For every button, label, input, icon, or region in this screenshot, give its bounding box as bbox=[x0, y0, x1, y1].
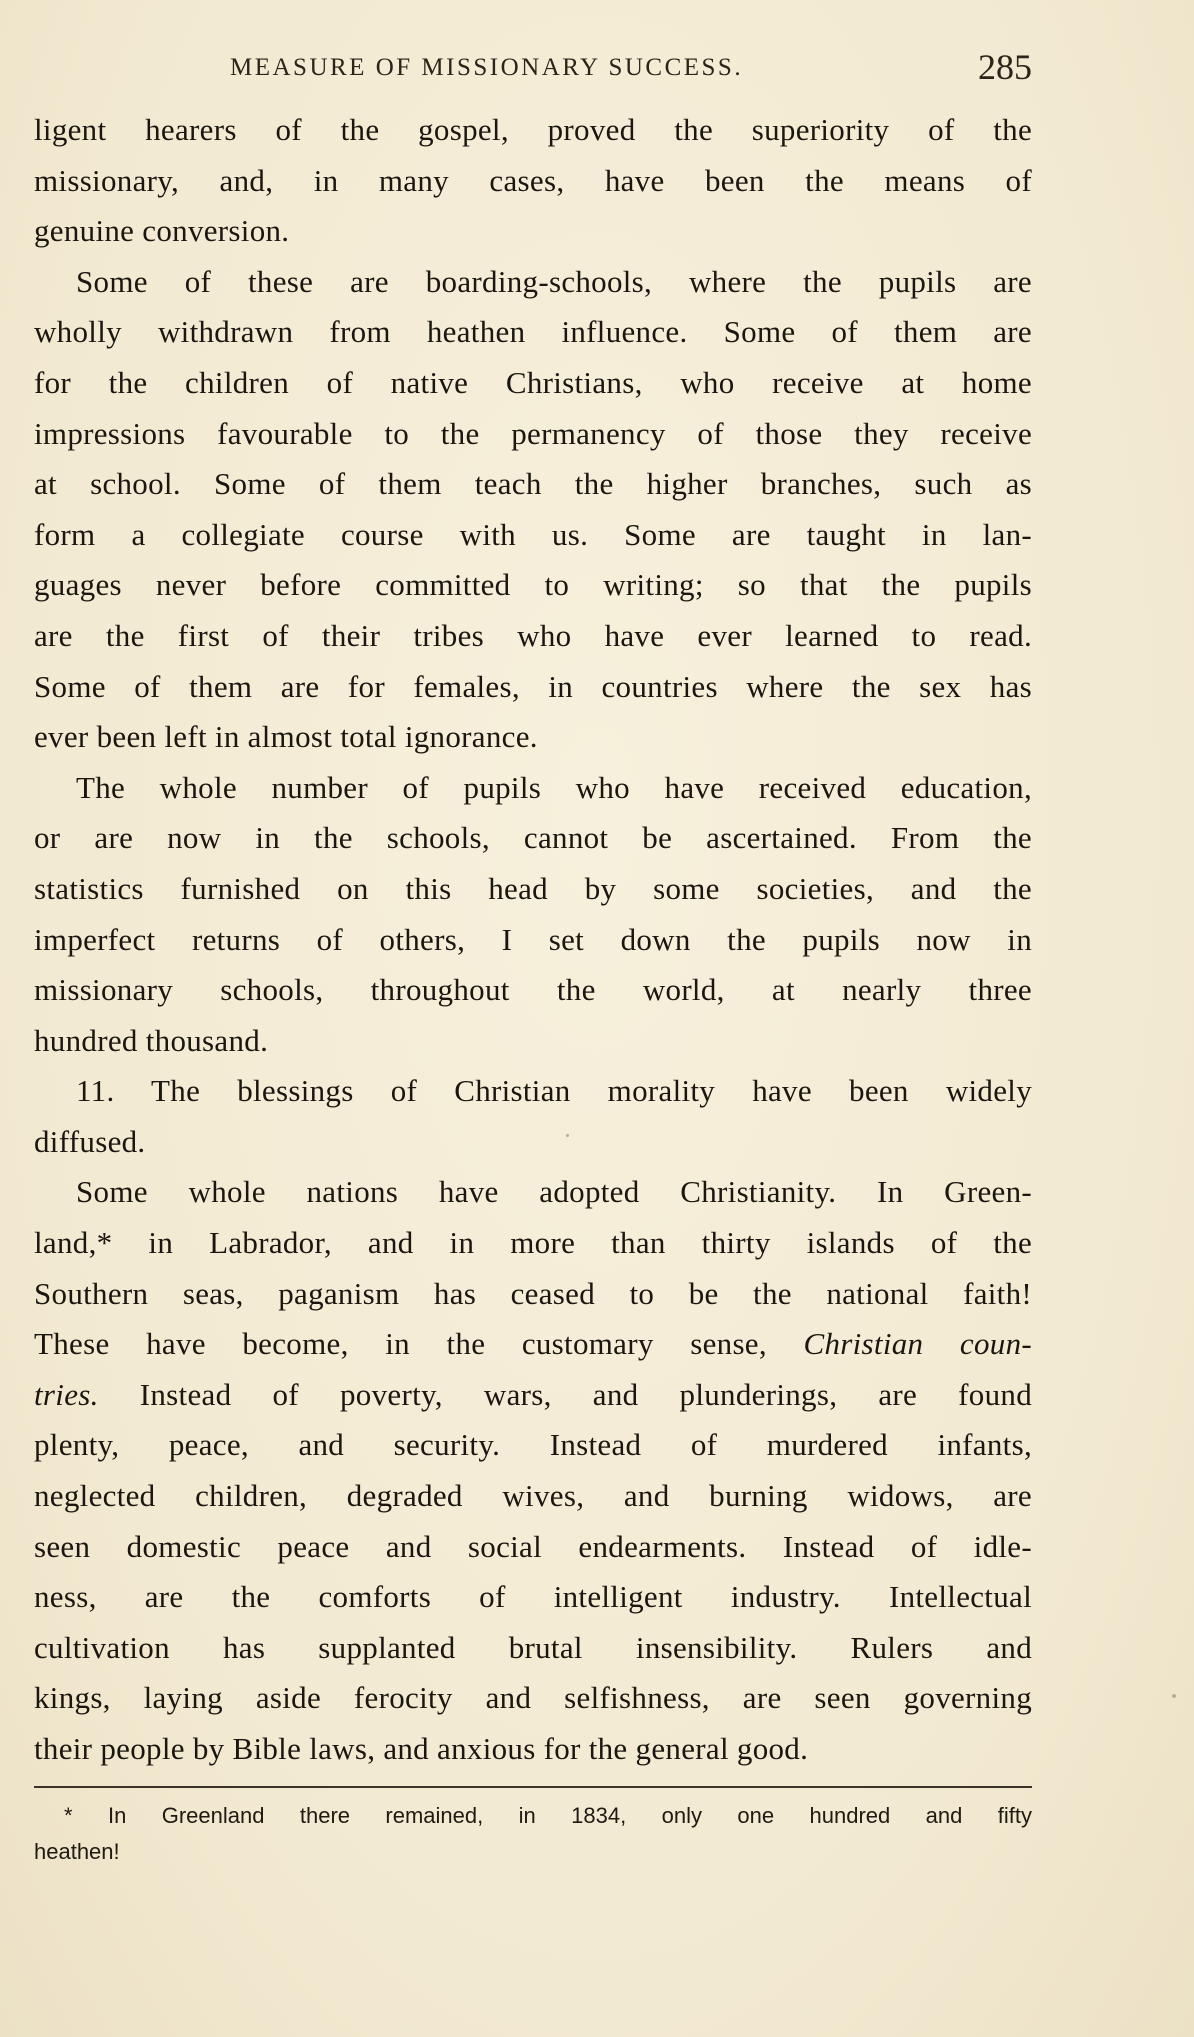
text-line: The whole number of pupils who have received education, bbox=[76, 769, 1032, 805]
running-title: MEASURE OF MISSIONARY SUCCESS. bbox=[230, 54, 744, 81]
text-line: neglected children, degraded wives, and burning widows, are bbox=[34, 1478, 1032, 1514]
text-line: genuine conversion. bbox=[34, 213, 290, 249]
text-line: diffused. bbox=[34, 1123, 146, 1159]
italic-segment: tries. bbox=[34, 1376, 99, 1412]
text-line: land,* in Labrador, and in more than thirty islands of the bbox=[34, 1225, 1032, 1261]
text-line: ever been left in almost total ignorance. bbox=[34, 719, 538, 755]
text-line-with-italic bbox=[34, 1370, 1032, 1421]
text-line: kings, laying aside ferocity and selfishness, are seen governing bbox=[34, 1680, 1032, 1716]
text-line: cultivation has supplanted brutal insensibility. Rulers and bbox=[34, 1629, 1032, 1665]
body-text bbox=[34, 105, 1032, 1775]
footnote-line: heathen! bbox=[34, 1839, 120, 1864]
text-line: Some of them are for females, in countries where the sex has bbox=[34, 668, 1032, 704]
section-heading-line: 11. The blessings of Christian morality have been widely bbox=[76, 1073, 1032, 1109]
text-line: at school. Some of them teach the higher branches, such as bbox=[34, 466, 1032, 502]
page-header bbox=[30, 46, 1030, 96]
text-line: their people by Bible laws, and anxious for the general good. bbox=[34, 1731, 809, 1766]
footnote-line: * In Greenland there remained, in 1834, only one hundred and fifty bbox=[64, 1803, 1032, 1828]
paper-speck bbox=[1172, 1694, 1176, 1698]
text-line: hundred thousand. bbox=[34, 1022, 269, 1058]
text-line: missionary, and, in many cases, have been the means of bbox=[34, 162, 1032, 198]
text-line: ness, are the comforts of intelligent industry. Intellectual bbox=[34, 1579, 1032, 1615]
italic-segment: Christian coun- bbox=[803, 1326, 1032, 1362]
text-line: missionary schools, throughout the world, at nearly three bbox=[34, 972, 1032, 1008]
text-line: are the first of their tribes who have ever learned to read. bbox=[34, 617, 1032, 653]
text-line: Some whole nations have adopted Christianity. In Green- bbox=[76, 1174, 1032, 1210]
text-line: plenty, peace, and security. Instead of murdered infants, bbox=[34, 1427, 1032, 1463]
text-segment: Instead of poverty, wars, and plunderings, are found bbox=[98, 1376, 1032, 1412]
footnote bbox=[34, 1798, 1032, 1870]
text-line: or are now in the schools, cannot be ascertained. From the bbox=[34, 820, 1032, 856]
text-line: guages never before committed to writing; so that the pupils bbox=[34, 567, 1032, 603]
text-line-with-italic bbox=[34, 1319, 1032, 1370]
text-line: for the children of native Christians, who receive at home bbox=[34, 364, 1032, 400]
text-line: Southern seas, paganism has ceased to be the national faith! bbox=[34, 1275, 1032, 1311]
paper-speck bbox=[566, 1134, 569, 1137]
text-line: seen domestic peace and social endearments. Instead of idle- bbox=[34, 1528, 1032, 1564]
text-line: ligent hearers of the gospel, proved the superiority of the bbox=[34, 112, 1032, 147]
text-line: impressions favourable to the permanency of those they receive bbox=[34, 415, 1032, 451]
text-line: statistics furnished on this head by some societies, and the bbox=[34, 870, 1032, 906]
text-line: imperfect returns of others, I set down the pupils now in bbox=[34, 921, 1032, 957]
text-line: form a collegiate course with us. Some are taught in lan- bbox=[34, 516, 1032, 552]
footnote-divider bbox=[34, 1786, 1032, 1788]
text-segment: These have become, in the customary sense, bbox=[34, 1326, 804, 1362]
text-line: wholly withdrawn from heathen influence. Some of them are bbox=[34, 314, 1032, 350]
page-number: 285 bbox=[978, 47, 1032, 87]
text-line: Some of these are boarding-schools, where the pupils are bbox=[76, 263, 1032, 299]
